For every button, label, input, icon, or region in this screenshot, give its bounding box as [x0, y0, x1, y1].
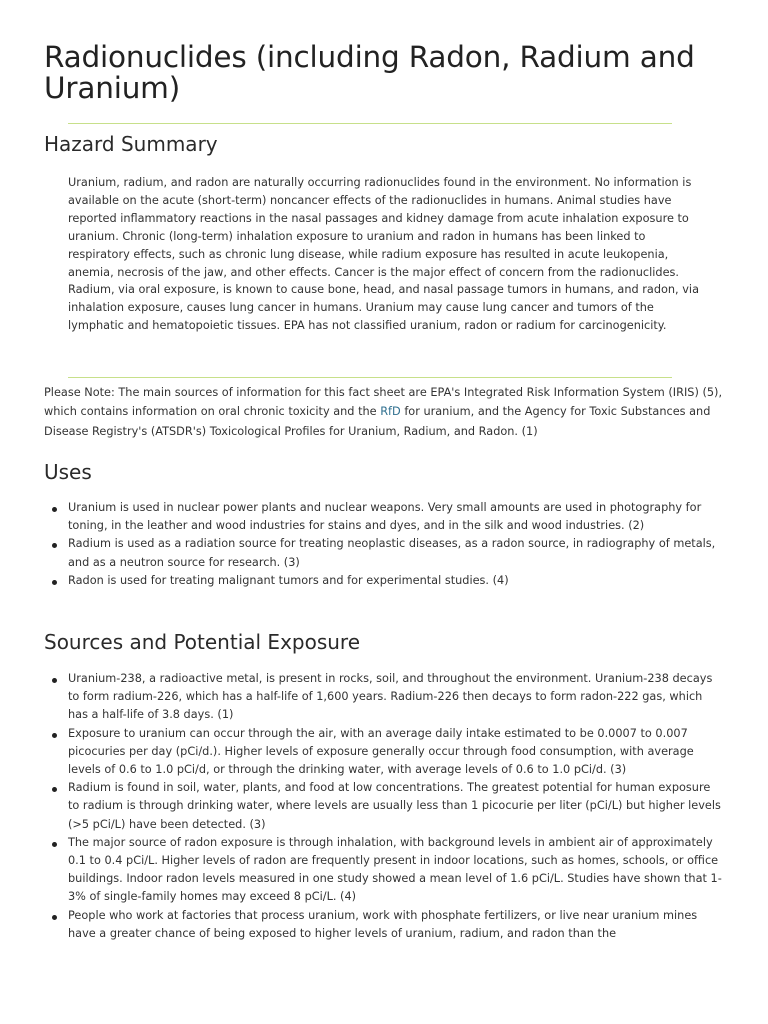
source-note-text-cont: for uranium, and the Agency for Toxic Substances and Disease Registry's (ATSDR's) Toxicological Profiles for Uranium, Radium, and Radon. (1): [44, 405, 711, 438]
list-item-text: Uranium is used in nuclear power plants and nuclear weapons. Very small amounts are used in photography for toning, in the leather and wood industries for stains and dyes, and in the silk and wood industries. (2): [68, 501, 702, 533]
title-divider: [68, 123, 672, 124]
list-item-text: Exposure to uranium can occur through the air, with an average daily intake estimated to be 0.0007 to 0.007 picocuries per day (pCi/d.). Higher levels of exposure generally occur through food consumption, with average levels of 0.6 to 1.0 pCi/d, or through the drinking water, with average levels of 0.6 to 1.0 pCi/d. (3): [68, 726, 694, 777]
list-item-text: Radon is used for treating malignant tumors and for experimental studies. (4): [68, 573, 509, 587]
list-item: [44, 572, 724, 590]
sources-heading: Sources and Potential Exposure: [44, 630, 361, 654]
summary-divider: [68, 377, 672, 378]
page-title: Radionuclides (including Radon, Radium and Uranium): [44, 40, 695, 105]
list-item: [44, 834, 724, 907]
bullet-icon: [52, 507, 57, 512]
sources-list: [44, 670, 724, 943]
list-item-text: The major source of radon exposure is through inhalation, with background levels in ambient air of approximately 0.1 to 0.4 pCi/L. Higher levels of radon are frequently present in indoor locations, such as homes, schools, or office buildings. Indoor radon levels measured in one study showed a mean level of 1.6 pCi/L. Studies have shown that 1-3% of single-family homes may exceed 8 pCi/L. (4): [68, 835, 722, 904]
list-item-text: Radium is found in soil, water, plants, and food at low concentrations. The greatest potential for human exposure to radium is through drinking water, where levels are usually less than 1 picocurie per liter (pCi/L) but higher levels (>5 pCi/L) have been detected. (3): [68, 781, 721, 831]
source-note-text: Please Note: The main sources of information for this fact sheet are EPA's Integrated Risk Information System (IRIS) (5), which contains information on oral chronic toxicity and the: [44, 386, 723, 419]
bullet-icon: [52, 842, 57, 847]
source-note: [44, 383, 724, 441]
bullet-icon: [52, 543, 57, 548]
rfd-link[interactable]: RfD: [380, 405, 401, 419]
list-item-text: People who work at factories that process uranium, work with phosphate fertilizers, or live near uranium mines have a greater chance of being exposed to higher levels of uranium, radium, and radon than the: [68, 908, 698, 940]
list-item-text: Uranium-238, a radioactive metal, is present in rocks, soil, and throughout the environment. Uranium-238 decays to form radium-226, which has a half-life of 1,600 years. Radium-226 then decays to form radon-222 gas, which has a half-life of 3.8 days. (1): [68, 672, 713, 722]
list-item: [44, 725, 724, 780]
list-item: [44, 535, 724, 571]
list-item: [44, 499, 724, 535]
bullet-icon: [52, 678, 57, 683]
list-item-text: Radium is used as a radiation source for treating neoplastic diseases, as a radon source, in radiography of metals, and as a neutron source for research. (3): [68, 537, 716, 569]
bullet-icon: [52, 580, 57, 585]
bullet-icon: [52, 733, 57, 738]
hazard-summary-heading: Hazard Summary: [44, 132, 218, 156]
list-item: [44, 779, 724, 834]
list-item: [44, 907, 724, 943]
uses-heading: Uses: [44, 460, 92, 484]
bullet-icon: [52, 787, 57, 792]
hazard-summary-text: Uranium, radium, and radon are naturally occurring radionuclides found in the environment. No information is available on the acute (short-term) noncancer effects of the radionuclides in humans. Animal studies have reported inflammatory reactions in the nasal passages and kidney damage from acute inhalation exposure to uranium. Chronic (long-term) inhalation exposure to uranium and radon in humans has been linked to respiratory effects, such as chronic lung disease, while radium exposure has resulted in acute leukopenia, anemia, necrosis of the jaw, and other effects. Cancer is the major effect of concern from the radionuclides. Radium, via oral exposure, is known to cause bone, head, and nasal passage tumors in humans, and radon, via inhalation exposure, causes lung cancer in humans. Uranium may cause lung cancer and tumors of the lymphatic and hematopoietic tissues. EPA has not classified uranium, radon or radium for carcinogenicity.: [68, 176, 699, 333]
list-item: [44, 670, 724, 725]
uses-list: [44, 499, 724, 590]
bullet-icon: [52, 915, 57, 920]
